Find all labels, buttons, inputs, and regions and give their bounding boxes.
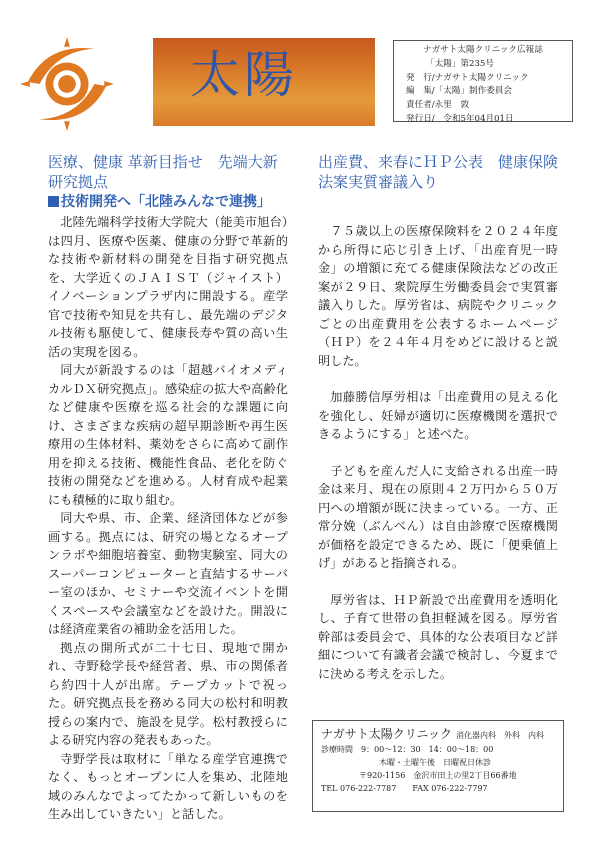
clinic-departments: 消化器内科 外科 内科 <box>456 731 545 740</box>
article-paragraph: 同大や県、市、企業、経済団体などが参画する。拠点には、研究の場となるオープンラボや細胞培養室、動物実験室、同大のスーパーコンピューターと直結するサーバー室のほか、セミナーや交流イベントを開くスペースや会議室などを設けた。開設には経済産業省の補助金を活用した。 <box>48 511 288 636</box>
left-article <box>48 152 288 824</box>
responsible-person: 責任者/永里 敦 <box>406 100 470 111</box>
article-paragraph: 寺野学長は取材に「単なる産学官連携でなく、もっとオープンに人を集め、北陸地域のみんなでよってたかって新しいものを生み出していきたい」と話した。 <box>48 751 288 821</box>
article-paragraph: 拠点の開所式が二十七日、現地で開かれ、寺野稔学長や経営者、県、市の関係者ら約四十人が出席。テープカットで祝った。研究拠点長を務める同大の松村和明教授らの案内で、施設を見学。松村教授らによる研究内容の発表もあった。 <box>48 640 288 747</box>
masthead-title: 太陽 <box>190 46 298 104</box>
newsletter-name: ナガサト太陽クリニック広報誌 <box>423 45 543 55</box>
editor: 編 集/「太陽」制作委員会 <box>406 86 513 97</box>
article-paragraph: 加藤勝信厚労相は「出産費用の見える化を強化し、妊婦が適切に医療機関を選択できるようにする」と述べた。 <box>318 390 558 441</box>
issue-date: 発行日/ 令和5年04月01日 <box>406 113 514 124</box>
left-article-subhead: 技術開発へ「北陸みんなで連携」 <box>48 192 288 212</box>
clinic-name: ナガサト太陽クリニック <box>321 727 453 741</box>
article-paragraph: ７５歳以上の医療保険料を２０２４年度から所得に応じ引き上げ、「出産育児一時金」の増額に充てる健康保険法などの改正案が２９日、衆院厚生労働委員会で実質審議入りした。厚労省は、病院やクリニックごとの出産費用を公表するホームページ（ＨＰ）を２４年４月をめどに設けると説明した。 <box>318 224 558 368</box>
left-article-headline: 医療、健康 革新目指せ 先端大新研究拠点 <box>48 153 278 191</box>
right-article-headline: 出産費、来春にＨＰ公表 健康保険法案実質審議入り <box>318 153 559 191</box>
clinic-fax: FAX 076-222-7797 <box>412 784 488 793</box>
article-paragraph: 同大が新設するのは「超越バイオメディカルＤＸ研究拠点」。感染症の拡大や高齢化など健康や医療を巡る社会的な課題に向け、さまざまな疾病の超早期診断や再生医療用の生体材料、薬効をさらに高めて副作用を抑える技術、機能性食品、老化を防ぐ技術の開発などを進める。人材育成や起業にも積極的に取り組む。 <box>48 363 288 507</box>
clinic-address: 〒920-1156 金沢市田上の里2丁目66番地 <box>359 771 517 780</box>
publication-info-box <box>393 40 573 122</box>
hours-label: 診療時間 <box>321 745 353 754</box>
clinic-hours: 9：00～12：30 14：00～18：00 <box>361 745 494 754</box>
clinic-info-box <box>312 720 564 812</box>
clinic-holidays: 木曜・土曜午後 日曜祝日休診 <box>379 758 491 767</box>
square-bullet-icon <box>48 196 59 207</box>
article-paragraph: 厚労省は、ＨＰ新設で出産費用を透明化し、子育て世帯の負担軽減を図る。厚労省幹部は委員会で、具体的な公表項目など詳細について有識者会議で検討し、今夏までに決める考えを示した。 <box>318 592 558 681</box>
sun-logo-icon <box>18 34 116 134</box>
issue-number: 「太陽」第235号 <box>426 58 494 69</box>
publisher: 発 行/ナガサト太陽クリニック <box>406 72 529 83</box>
right-article <box>318 152 558 683</box>
clinic-tel: TEL 076-222-7787 <box>321 784 397 793</box>
article-paragraph: 北陸先端科学技術大学院大（能美市旭台）は四月、医療や医薬、健康の分野で革新的な技術や新材料の開発を目指す研究拠点を、大学近くのＪＡＩＳＴ（ジャイスト）イノベーションプラザ内に開設する。産学官で技術や知見を共有し、最先端のデジタル技術も駆使して、健康長寿や質の高い生活の実現を図る。 <box>48 215 288 359</box>
article-paragraph: 子どもを産んだ人に支給される出産一時金は来月、現在の原則４２万円から５０万円への増額が既に決まっている。一方、正常分娩（ぶんべん）は自由診療で医療機関が価格を設定できるため、既に「便乗値上げ」があると指摘される。 <box>318 463 558 570</box>
